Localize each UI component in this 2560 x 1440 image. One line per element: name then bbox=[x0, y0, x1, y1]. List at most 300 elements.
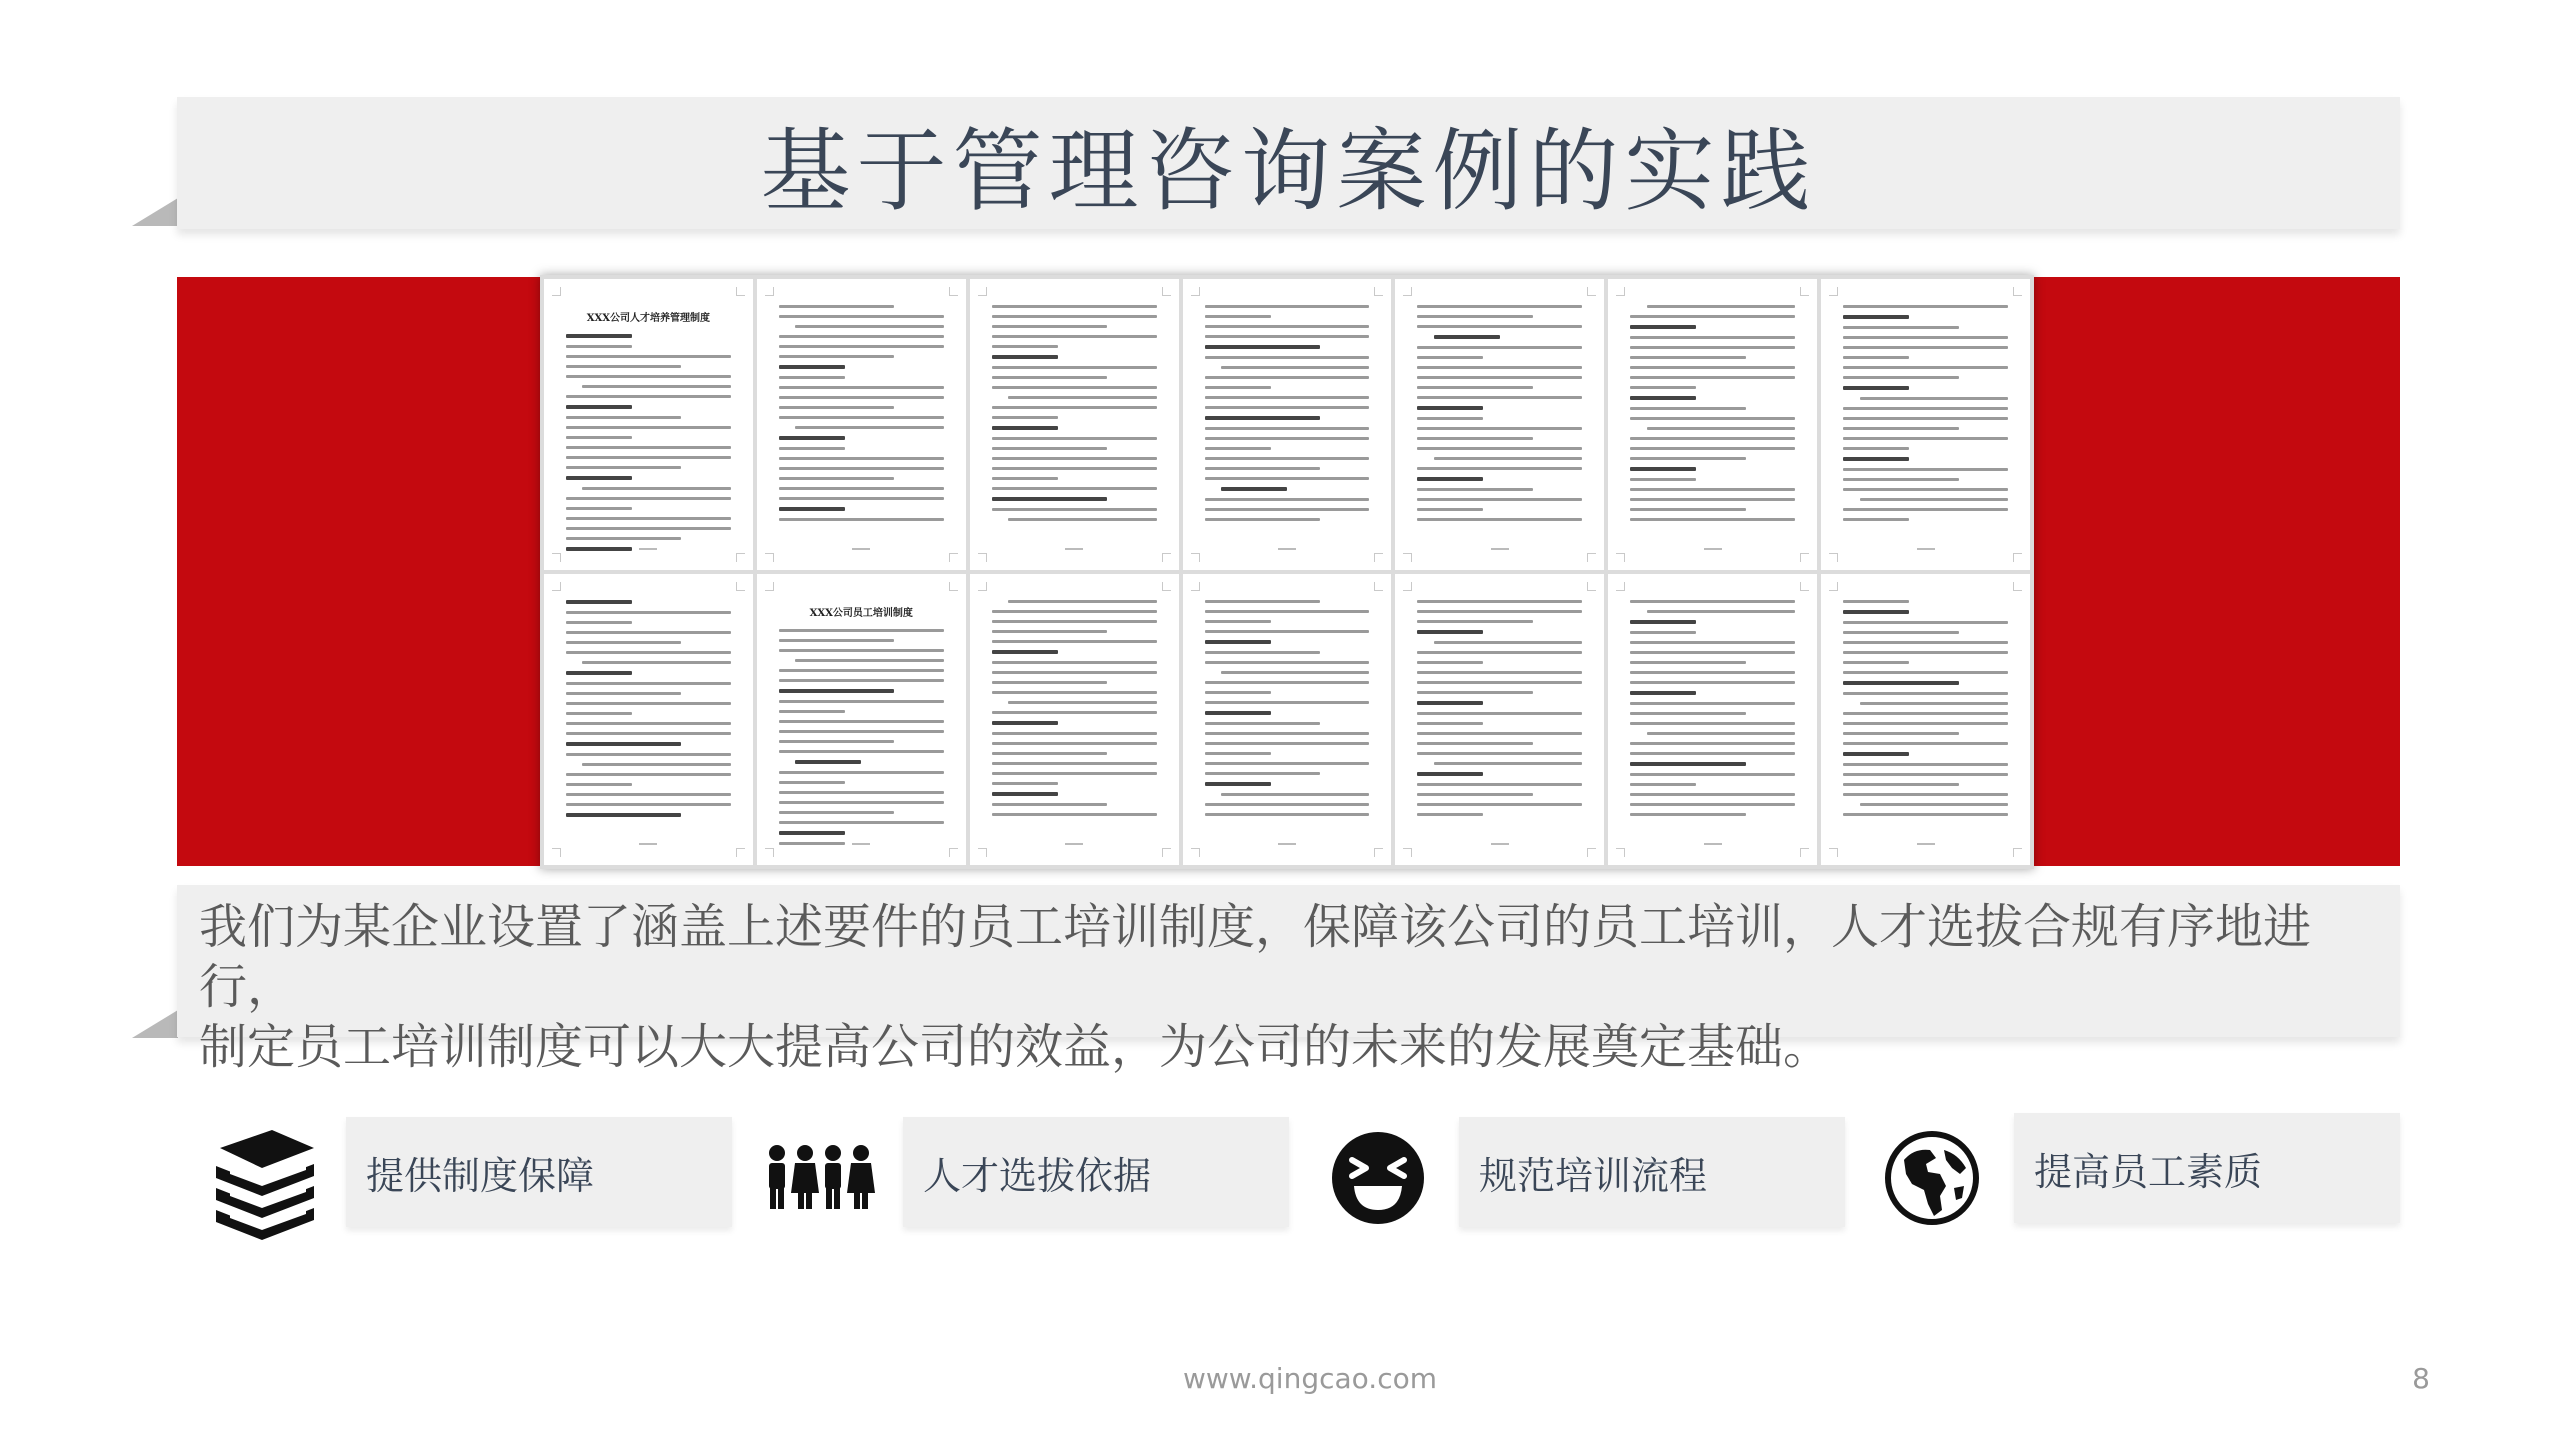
page-footer-mark bbox=[1821, 535, 2030, 554]
text-line bbox=[566, 426, 731, 429]
page-corner-mark bbox=[949, 848, 958, 857]
text-line bbox=[1843, 518, 1909, 521]
text-line bbox=[779, 345, 944, 348]
page-corner-mark bbox=[949, 553, 958, 562]
text-line bbox=[1630, 417, 1795, 420]
text-line bbox=[566, 783, 632, 786]
text-line bbox=[992, 661, 1157, 664]
text-line bbox=[582, 487, 730, 490]
text-line bbox=[1843, 326, 1958, 329]
text-line bbox=[1434, 641, 1582, 644]
footer-url[interactable]: www.qingcao.com bbox=[1183, 1362, 1437, 1395]
page-title: 基于管理咨询案例的实践 bbox=[760, 119, 1817, 224]
text-line bbox=[1630, 336, 1795, 339]
page-corner-mark bbox=[1829, 553, 1838, 562]
text-line bbox=[1630, 803, 1795, 806]
text-line bbox=[779, 689, 894, 693]
text-line bbox=[1843, 417, 2008, 420]
text-line bbox=[779, 791, 944, 794]
text-line bbox=[1417, 752, 1582, 755]
text-line bbox=[566, 682, 731, 685]
text-line bbox=[1205, 752, 1271, 755]
page-corner-mark bbox=[1587, 553, 1596, 562]
text-line bbox=[1630, 600, 1795, 603]
feature-label-2: 人才选拔依据 bbox=[923, 1153, 1152, 1198]
page-corner-mark bbox=[1587, 848, 1596, 857]
text-line bbox=[566, 527, 731, 530]
text-line bbox=[779, 821, 944, 824]
page-footer-line bbox=[1917, 548, 1935, 550]
text-line bbox=[1417, 508, 1483, 511]
text-line bbox=[566, 722, 731, 725]
text-line bbox=[566, 793, 731, 796]
text-line bbox=[1843, 651, 2008, 654]
feature-box-1 bbox=[346, 1117, 732, 1227]
text-line bbox=[1417, 376, 1582, 379]
text-line bbox=[566, 375, 731, 378]
text-line bbox=[1205, 661, 1370, 664]
text-line bbox=[1630, 691, 1696, 695]
text-line bbox=[1843, 610, 1909, 614]
page-corner-mark bbox=[1374, 287, 1383, 296]
page-footer-line bbox=[1278, 548, 1296, 550]
text-line bbox=[1843, 346, 2008, 349]
page-corner-mark bbox=[765, 287, 774, 296]
text-line bbox=[992, 640, 1157, 643]
text-line bbox=[1630, 447, 1795, 450]
page-footer-line bbox=[1917, 843, 1935, 845]
document-page bbox=[757, 574, 966, 865]
people-group-icon bbox=[760, 1118, 880, 1238]
document-page bbox=[1821, 279, 2030, 570]
text-line bbox=[1843, 407, 2008, 410]
page-corner-mark bbox=[1587, 582, 1596, 591]
document-heading: XXX公司员工培训制度 bbox=[809, 608, 913, 619]
page-footer-line bbox=[1704, 843, 1722, 845]
text-line bbox=[1417, 437, 1532, 440]
text-line bbox=[1205, 732, 1370, 735]
text-line bbox=[1647, 427, 1795, 430]
text-line bbox=[1417, 691, 1532, 694]
text-line bbox=[1417, 600, 1582, 603]
page-corner-mark bbox=[949, 287, 958, 296]
text-line bbox=[1205, 508, 1370, 511]
text-line bbox=[1843, 793, 2008, 796]
page-footer-line bbox=[1278, 843, 1296, 845]
text-line bbox=[566, 773, 731, 776]
page-corner-mark bbox=[765, 582, 774, 591]
text-line bbox=[566, 476, 632, 480]
page-corner-mark bbox=[552, 287, 561, 296]
text-line bbox=[992, 355, 1058, 359]
text-line bbox=[779, 355, 894, 358]
feature-box-2 bbox=[903, 1117, 1289, 1227]
text-line bbox=[1843, 631, 1958, 634]
text-line bbox=[795, 659, 943, 662]
page-footer-mark bbox=[1183, 535, 1392, 554]
page-footer-mark bbox=[1395, 535, 1604, 554]
text-line bbox=[1434, 335, 1500, 339]
text-line bbox=[992, 630, 1107, 633]
page-corner-mark bbox=[1616, 848, 1625, 857]
page-corner-mark bbox=[1403, 287, 1412, 296]
page-corner-mark bbox=[1374, 848, 1383, 857]
page-corner-mark bbox=[552, 582, 561, 591]
text-line bbox=[1008, 701, 1156, 704]
text-line bbox=[1630, 325, 1696, 329]
page-footer-mark bbox=[544, 535, 753, 554]
document-preview-grid bbox=[540, 275, 2034, 869]
text-line bbox=[779, 700, 944, 703]
text-line bbox=[1417, 793, 1532, 796]
text-line bbox=[1205, 345, 1320, 349]
text-line bbox=[1205, 742, 1370, 745]
page-footer-line bbox=[1491, 843, 1509, 845]
text-line bbox=[1417, 681, 1582, 684]
text-line bbox=[1843, 386, 1909, 390]
text-line bbox=[566, 416, 681, 419]
feature-label-1: 提供制度保障 bbox=[366, 1153, 595, 1198]
text-line bbox=[779, 305, 894, 308]
text-line bbox=[1843, 468, 2008, 471]
text-line bbox=[992, 671, 1157, 674]
text-line bbox=[1417, 477, 1483, 481]
text-line bbox=[1205, 427, 1370, 430]
feature-label-4: 提高员工素质 bbox=[2034, 1149, 2263, 1194]
text-line bbox=[1630, 498, 1795, 501]
text-line bbox=[1630, 671, 1795, 674]
text-line bbox=[992, 772, 1157, 775]
text-line bbox=[566, 456, 731, 459]
text-line bbox=[1630, 641, 1795, 644]
title-band bbox=[177, 97, 2400, 229]
text-line bbox=[1205, 600, 1320, 603]
page-corner-mark bbox=[1403, 553, 1412, 562]
document-page bbox=[544, 574, 753, 865]
text-line bbox=[992, 386, 1157, 389]
text-line bbox=[566, 753, 731, 756]
text-line bbox=[1630, 376, 1795, 379]
text-line bbox=[566, 446, 731, 449]
text-line bbox=[1205, 691, 1271, 694]
text-line bbox=[1417, 661, 1483, 664]
page-corner-mark bbox=[1162, 553, 1171, 562]
text-line bbox=[779, 436, 845, 440]
page-corner-mark bbox=[949, 582, 958, 591]
text-line bbox=[1843, 752, 1909, 756]
text-line bbox=[1205, 406, 1370, 409]
text-line bbox=[1434, 457, 1582, 460]
text-line bbox=[1205, 376, 1370, 379]
text-line bbox=[1843, 600, 1909, 603]
page-footer-mark bbox=[970, 535, 1179, 554]
text-line bbox=[795, 325, 943, 328]
text-line bbox=[1843, 427, 1958, 430]
text-line bbox=[992, 610, 1157, 613]
text-line bbox=[1630, 793, 1795, 796]
text-line bbox=[1630, 437, 1795, 440]
text-line bbox=[1843, 305, 2008, 308]
document-page bbox=[757, 279, 966, 570]
text-line bbox=[566, 436, 632, 439]
text-line bbox=[1647, 610, 1795, 613]
page-corner-mark bbox=[1829, 848, 1838, 857]
text-line bbox=[1417, 772, 1483, 776]
text-line bbox=[992, 345, 1058, 348]
text-line bbox=[1417, 783, 1582, 786]
text-line bbox=[1843, 437, 2008, 440]
text-line bbox=[1843, 336, 2008, 339]
page-corner-mark bbox=[1587, 287, 1596, 296]
text-line bbox=[1630, 681, 1795, 684]
text-line bbox=[1205, 762, 1370, 765]
text-line bbox=[1843, 712, 2008, 715]
text-line bbox=[992, 742, 1157, 745]
text-line bbox=[1417, 356, 1483, 359]
text-line bbox=[1434, 762, 1582, 765]
text-line bbox=[1843, 742, 2008, 745]
text-line bbox=[992, 813, 1157, 816]
text-line bbox=[1843, 447, 1909, 450]
text-line bbox=[992, 497, 1107, 501]
text-line bbox=[1630, 702, 1795, 705]
text-line bbox=[1630, 742, 1795, 745]
text-line bbox=[1417, 671, 1582, 674]
description-band bbox=[177, 885, 2400, 1075]
text-line bbox=[1843, 621, 2008, 624]
page-corner-mark bbox=[1403, 582, 1412, 591]
text-line bbox=[1205, 782, 1271, 786]
page-corner-mark bbox=[1162, 287, 1171, 296]
text-line bbox=[566, 365, 681, 368]
page-footer-line bbox=[639, 548, 657, 550]
text-line bbox=[1417, 722, 1483, 725]
text-line bbox=[779, 801, 944, 804]
text-line bbox=[1221, 487, 1287, 491]
text-line bbox=[1417, 386, 1532, 389]
text-line bbox=[779, 781, 845, 784]
text-line bbox=[1843, 773, 2008, 776]
text-line bbox=[1630, 407, 1745, 410]
text-line bbox=[1630, 651, 1795, 654]
text-line bbox=[779, 376, 845, 379]
text-line bbox=[1205, 681, 1370, 684]
page-footer-mark bbox=[757, 830, 966, 849]
page-footer-mark bbox=[1608, 830, 1817, 849]
text-line bbox=[992, 426, 1058, 430]
text-line bbox=[1630, 752, 1795, 755]
text-line bbox=[1205, 447, 1271, 450]
text-line bbox=[1860, 498, 2008, 501]
description-fold-shadow bbox=[132, 1010, 178, 1038]
text-line bbox=[779, 507, 845, 511]
text-line bbox=[1647, 305, 1795, 308]
text-line bbox=[1417, 417, 1483, 420]
text-line bbox=[566, 732, 731, 735]
text-line bbox=[992, 477, 1058, 480]
text-line bbox=[566, 517, 731, 520]
text-line bbox=[779, 467, 944, 470]
text-line bbox=[1205, 620, 1271, 623]
text-line bbox=[582, 385, 730, 388]
globe-icon bbox=[1872, 1118, 1992, 1238]
page-corner-mark bbox=[2013, 553, 2022, 562]
text-line bbox=[992, 762, 1157, 765]
text-line bbox=[992, 406, 1157, 409]
text-line bbox=[1860, 397, 2008, 400]
text-line bbox=[1843, 478, 1958, 481]
page-corner-mark bbox=[2013, 287, 2022, 296]
text-line bbox=[992, 366, 1157, 369]
page-corner-mark bbox=[552, 848, 561, 857]
text-line bbox=[1205, 711, 1271, 715]
text-line bbox=[566, 671, 632, 675]
text-line bbox=[1630, 396, 1696, 400]
text-line bbox=[992, 416, 1058, 419]
text-line bbox=[992, 437, 1157, 440]
text-line bbox=[1417, 498, 1582, 501]
page-corner-mark bbox=[2013, 582, 2022, 591]
text-line bbox=[1630, 762, 1745, 766]
text-line bbox=[566, 600, 632, 604]
page-corner-mark bbox=[1800, 287, 1809, 296]
text-line bbox=[779, 365, 845, 369]
text-line bbox=[1860, 803, 2008, 806]
text-line bbox=[1630, 712, 1745, 715]
text-line bbox=[1205, 803, 1370, 806]
page-number: 8 bbox=[2412, 1362, 2430, 1395]
text-line bbox=[566, 507, 632, 510]
page-footer-line bbox=[852, 548, 870, 550]
text-line bbox=[1630, 813, 1745, 816]
page-corner-mark bbox=[1800, 582, 1809, 591]
text-line bbox=[779, 315, 944, 318]
text-line bbox=[1630, 631, 1696, 634]
text-line bbox=[992, 457, 1157, 460]
text-line bbox=[1417, 712, 1582, 715]
text-line bbox=[992, 447, 1107, 450]
text-line bbox=[1205, 630, 1370, 633]
text-line bbox=[1630, 457, 1745, 460]
text-line bbox=[1417, 651, 1582, 654]
text-line bbox=[1630, 783, 1696, 786]
text-line bbox=[1205, 315, 1271, 318]
text-line bbox=[1008, 600, 1156, 603]
text-line bbox=[1205, 640, 1271, 644]
text-line bbox=[1417, 325, 1582, 328]
text-line bbox=[992, 803, 1107, 806]
page-corner-mark bbox=[1162, 582, 1171, 591]
feature-box-4 bbox=[2014, 1113, 2400, 1223]
text-line bbox=[566, 611, 731, 614]
text-line bbox=[779, 396, 944, 399]
title-fold-shadow bbox=[132, 198, 178, 226]
text-line bbox=[992, 650, 1058, 654]
text-line bbox=[1417, 467, 1582, 470]
page-corner-mark bbox=[2013, 848, 2022, 857]
text-line bbox=[1417, 488, 1532, 491]
page-footer-line bbox=[1065, 548, 1083, 550]
text-line bbox=[1417, 346, 1582, 349]
text-line bbox=[1417, 518, 1582, 521]
text-line bbox=[1417, 315, 1532, 318]
text-line bbox=[779, 811, 894, 814]
text-line bbox=[1843, 457, 1909, 461]
page-corner-mark bbox=[1403, 848, 1412, 857]
page-corner-mark bbox=[1800, 848, 1809, 857]
text-line bbox=[566, 813, 681, 817]
text-line bbox=[1860, 702, 2008, 705]
text-line bbox=[566, 641, 681, 644]
text-line bbox=[1205, 772, 1320, 775]
text-line bbox=[779, 386, 944, 389]
text-line bbox=[1630, 356, 1745, 359]
page-corner-mark bbox=[552, 553, 561, 562]
text-line bbox=[1417, 305, 1582, 308]
text-line bbox=[992, 752, 1107, 755]
text-line bbox=[566, 405, 632, 409]
page-footer-mark bbox=[1183, 830, 1392, 849]
text-line bbox=[1205, 477, 1370, 480]
page-corner-mark bbox=[1374, 582, 1383, 591]
text-line bbox=[779, 669, 944, 672]
text-line bbox=[795, 760, 861, 764]
feature-box-3 bbox=[1459, 1117, 1845, 1227]
text-line bbox=[1205, 457, 1370, 460]
text-line bbox=[779, 457, 944, 460]
text-line bbox=[1221, 366, 1369, 369]
page-footer-mark bbox=[970, 830, 1179, 849]
text-line bbox=[992, 325, 1107, 328]
text-line bbox=[1205, 722, 1320, 725]
text-line bbox=[1205, 610, 1370, 613]
text-line bbox=[1417, 396, 1582, 399]
text-line bbox=[1417, 742, 1532, 745]
text-line bbox=[566, 631, 731, 634]
text-line bbox=[1417, 447, 1582, 450]
page-corner-mark bbox=[736, 582, 745, 591]
page-footer-line bbox=[852, 843, 870, 845]
text-line bbox=[1630, 346, 1795, 349]
text-line bbox=[779, 497, 944, 500]
text-line bbox=[566, 355, 731, 358]
text-line bbox=[566, 692, 681, 695]
text-line bbox=[1630, 366, 1795, 369]
text-line bbox=[1843, 376, 1958, 379]
text-line bbox=[566, 345, 632, 348]
text-line bbox=[992, 467, 1157, 470]
document-page bbox=[1608, 574, 1817, 865]
text-line bbox=[1843, 671, 2008, 674]
text-line bbox=[779, 406, 894, 409]
text-line bbox=[779, 487, 944, 490]
text-line bbox=[779, 416, 944, 419]
page-footer-mark bbox=[1821, 830, 2030, 849]
text-line bbox=[992, 315, 1157, 318]
text-line bbox=[566, 497, 731, 500]
text-line bbox=[992, 376, 1107, 379]
page-corner-mark bbox=[736, 553, 745, 562]
page-corner-mark bbox=[978, 582, 987, 591]
text-line bbox=[1843, 661, 1909, 664]
text-line bbox=[1630, 773, 1795, 776]
text-line bbox=[582, 763, 730, 766]
text-line bbox=[566, 621, 632, 624]
text-line bbox=[1630, 315, 1795, 318]
text-line bbox=[1843, 763, 2008, 766]
text-line bbox=[1205, 701, 1370, 704]
text-line bbox=[566, 803, 731, 806]
